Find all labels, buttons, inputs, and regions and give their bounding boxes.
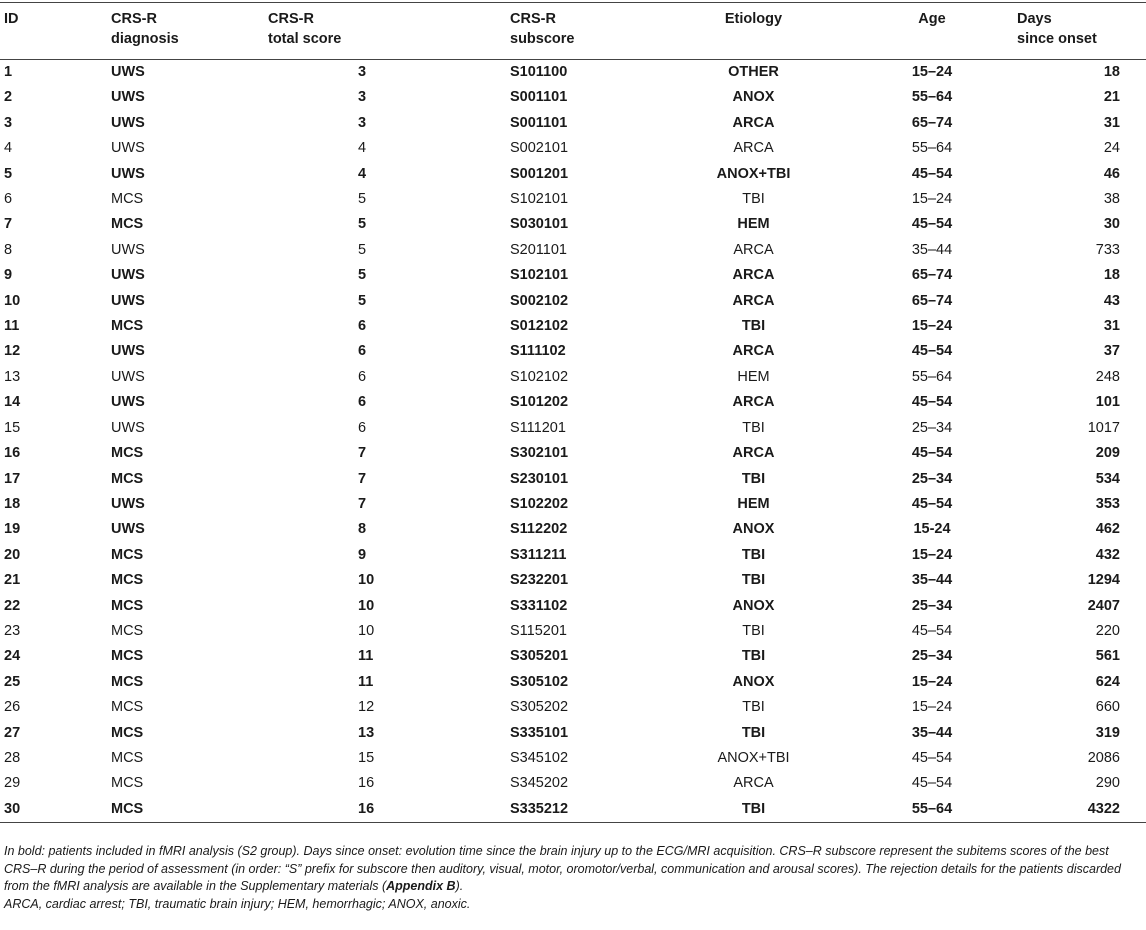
cell-diagnosis: UWS [111,267,145,284]
cell-id: 29 [4,775,21,792]
cell-subscore: S331102 [510,597,568,614]
table-row [0,492,1146,517]
header-days-line2: since onset [1017,31,1097,47]
cell-diagnosis: MCS [111,724,144,741]
table-row [0,670,1146,695]
cell-total-score: 5 [358,267,367,284]
cell-subscore: S102101 [510,191,569,208]
cell-id: 14 [4,394,21,411]
table-footnote [4,843,1140,913]
cell-age: 25–34 [911,419,953,436]
cell-diagnosis: MCS [111,216,144,233]
header-id: ID [0,3,111,60]
cell-id: 22 [4,597,21,614]
cell-etiology: HEM [737,495,770,512]
cell-etiology: ANOX [732,673,775,690]
cell-diagnosis: UWS [111,114,145,131]
cell-subscore: S111201 [510,419,566,436]
cell-etiology: TBI [741,546,766,563]
header-subscore [510,3,660,60]
cell-subscore: S345202 [510,775,569,792]
cell-days: 561 [1095,648,1120,665]
cell-diagnosis: UWS [111,521,145,538]
cell-id: 3 [4,114,13,131]
cell-total-score: 11 [358,673,374,690]
cell-age: 15–24 [911,191,953,208]
cell-id: 6 [4,191,13,208]
cell-id: 5 [4,165,13,182]
cell-age: 15-24 [913,521,951,538]
cell-age: 65–74 [911,292,953,309]
cell-id: 4 [4,140,13,157]
cell-subscore: S001101 [510,89,568,106]
table-row [0,568,1146,593]
table-row [0,111,1146,136]
cell-id: 23 [4,622,21,639]
cell-subscore: S002102 [510,292,569,309]
cell-days: 24 [1103,140,1120,157]
cell-etiology: ARCA [732,445,775,462]
cell-age: 15–24 [911,699,953,716]
cell-total-score: 6 [358,419,367,436]
cell-diagnosis: UWS [111,89,145,106]
cell-etiology: ARCA [732,267,775,284]
cell-days: 18 [1103,64,1120,80]
cell-days: 209 [1095,445,1120,462]
header-days [1017,3,1146,60]
cell-days: 18 [1103,267,1120,284]
cell-age: 55–64 [911,140,953,157]
table-row [0,746,1146,771]
cell-id: 24 [4,648,21,665]
cell-age: 65–74 [911,114,953,131]
table-body [0,60,1146,823]
cell-subscore: S102102 [510,368,569,385]
cell-age: 55–64 [847,797,1017,823]
cell-days: 290 [1095,775,1120,792]
cell-days: 319 [1095,724,1120,741]
cell-subscore: S335212 [510,797,660,823]
cell-subscore: S345102 [510,749,569,766]
header-diagnosis-line1: CRS-R [111,11,157,27]
cell-total-score: 3 [358,114,367,131]
cell-etiology: OTHER [728,64,779,80]
cell-days: 432 [1095,546,1120,563]
table-row [0,339,1146,364]
cell-diagnosis: UWS [111,140,145,157]
cell-age: 45–54 [911,394,953,411]
cell-diagnosis: MCS [111,648,144,665]
table-row [0,619,1146,644]
cell-diagnosis: UWS [111,495,145,512]
cell-total-score: 11 [358,648,374,665]
cell-total-score: 13 [358,724,375,741]
cell-total-score: 5 [358,216,367,233]
cell-etiology: TBI [741,572,766,589]
cell-days: 2407 [1087,597,1120,614]
cell-age: 45–54 [911,622,953,639]
header-row [0,3,1146,60]
cell-id: 20 [4,546,21,563]
cell-etiology: TBI [742,419,765,436]
cell-total-score: 4 [358,165,367,182]
cell-subscore: S102202 [510,495,569,512]
cell-days: 101 [1095,394,1120,411]
cell-total-score: 7 [358,495,367,512]
cell-total-score: 5 [358,292,367,309]
cell-etiology: ARCA [732,292,775,309]
cell-days: 38 [1103,191,1120,208]
table-row [0,695,1146,720]
cell-etiology: ARCA [733,140,774,157]
cell-id: 7 [4,216,13,233]
cell-id: 17 [4,470,21,487]
cell-diagnosis: MCS [111,470,144,487]
cell-days: 248 [1095,368,1120,385]
cell-days: 4322 [1017,797,1146,823]
table-row [0,441,1146,466]
cell-id: 27 [4,724,21,741]
cell-age: 45–54 [911,495,953,512]
cell-subscore: S115201 [510,622,567,639]
cell-subscore: S305201 [510,648,569,665]
cell-diagnosis: UWS [111,419,145,436]
cell-total-score: 8 [358,521,367,538]
cell-id: 9 [4,267,13,284]
cell-days: 660 [1095,699,1120,716]
cell-diagnosis: MCS [111,597,144,614]
table-row [0,467,1146,492]
cell-diagnosis: UWS [111,368,145,385]
cell-etiology: TBI [741,318,766,335]
cell-subscore: S012102 [510,318,569,335]
header-subscore-line1: CRS-R [510,11,556,27]
cell-etiology: ANOX+TBI [716,165,791,182]
cell-days: 2086 [1087,749,1120,766]
cell-days: 534 [1095,470,1120,487]
table-row [0,543,1146,568]
table-row [0,263,1146,288]
cell-age: 55–64 [911,89,953,106]
table-row [0,238,1146,263]
cell-etiology: ARCA [733,241,774,258]
footnote-appendix-ref: Appendix B [386,879,456,893]
cell-total-score: 6 [358,368,367,385]
cell-age: 25–34 [911,648,953,665]
cell-days: 220 [1095,622,1120,639]
cell-diagnosis: MCS [111,318,144,335]
cell-etiology: ANOX+TBI [717,749,790,766]
cell-total-score: 10 [358,572,375,589]
header-total-line1: CRS-R [268,11,314,27]
cell-total-score: 3 [358,89,367,106]
cell-subscore: S305102 [510,673,569,690]
cell-id: 2 [4,89,13,106]
table-row [0,60,1146,86]
table-row [0,85,1146,110]
cell-total-score: 6 [358,343,367,360]
cell-subscore: S002101 [510,140,569,157]
cell-age: 15–24 [911,64,953,80]
table-row [0,162,1146,187]
header-age: Age [847,3,1017,60]
cell-diagnosis: MCS [111,622,144,639]
cell-days: 462 [1095,521,1120,538]
cell-diagnosis: UWS [111,165,145,182]
cell-id: 18 [4,495,21,512]
cell-age: 35–44 [911,241,953,258]
cell-subscore: S201101 [510,241,567,258]
cell-age: 35–44 [911,572,953,589]
cell-total-score: 16 [268,797,510,823]
cell-etiology: ARCA [732,394,775,411]
cell-etiology: HEM [737,368,770,385]
cell-id: 30 [0,797,111,823]
header-etiology: Etiology [660,3,847,60]
footnote-text: In bold: patients included in fMRI analysis (S2 group). Days since onset: evolution time since the brain injury up to the ECG/MRI acquisition. CRS–R subscore represent the subitems scores of the best CRS–R during the period of assessment (in order: “S” prefix for subscore then auditory, visual, motor, oromotor/verbal, communication and arousal scores). The rejection details for the patients discarded from the fMRI analysis are available in the Supplementary materials ( [4,844,1121,893]
cell-diagnosis: UWS [111,292,145,309]
cell-etiology: TBI [742,191,765,208]
table-row [0,314,1146,339]
cell-diagnosis: UWS [111,343,145,360]
footnote-text-end: ). [455,879,464,893]
cell-subscore: S232201 [510,572,569,589]
table-header [0,3,1146,60]
cell-subscore: S302101 [510,445,569,462]
cell-etiology: ANOX [732,89,775,106]
cell-days: 1017 [1087,419,1120,436]
cell-age: 15–24 [911,546,953,563]
cell-diagnosis: MCS [111,775,144,792]
cell-id: 19 [4,521,21,538]
cell-age: 35–44 [911,724,953,741]
cell-diagnosis: MCS [111,191,144,208]
cell-id: 1 [4,64,13,80]
cell-id: 10 [4,292,21,309]
cell-subscore: S001201 [510,165,569,182]
cell-total-score: 10 [358,622,375,639]
cell-diagnosis: MCS [111,572,144,589]
cell-total-score: 7 [358,470,367,487]
cell-etiology: TBI [741,724,766,741]
cell-id: 28 [4,749,21,766]
cell-days: 31 [1103,114,1120,131]
footnote-line2: ARCA, cardiac arrest; TBI, traumatic brain injury; HEM, hemorrhagic; ANOX, anoxic. [4,896,471,911]
cell-etiology: ARCA [733,775,774,792]
cell-etiology: TBI [741,648,766,665]
cell-days: 46 [1103,165,1120,182]
cell-subscore: S230101 [510,470,569,487]
cell-etiology: ARCA [732,114,775,131]
cell-diagnosis: UWS [111,64,145,80]
cell-etiology: TBI [741,470,766,487]
cell-age: 45–54 [911,165,953,182]
cell-id: 25 [4,673,21,690]
table-row [0,212,1146,237]
table-row [0,289,1146,314]
cell-subscore: S311211 [510,546,567,563]
cell-subscore: S001101 [510,114,568,131]
table-row [0,797,1146,823]
cell-id: 21 [4,572,21,589]
header-diagnosis [111,3,268,60]
cell-age: 15–24 [911,318,953,335]
cell-total-score: 3 [358,64,367,80]
table-row [0,771,1146,796]
cell-age: 65–74 [911,267,953,284]
table-row [0,365,1146,390]
cell-id: 26 [4,699,21,716]
cell-age: 55–64 [911,368,953,385]
cell-total-score: 7 [358,445,367,462]
cell-age: 45–54 [911,343,953,360]
cell-days: 43 [1103,292,1120,309]
cell-id: 13 [4,368,21,385]
cell-days: 21 [1103,89,1120,106]
cell-id: 11 [4,318,20,335]
table-row [0,517,1146,542]
cell-id: 16 [4,445,21,462]
cell-subscore: S030101 [510,216,569,233]
cell-etiology: TBI [660,797,847,823]
cell-days: 37 [1103,343,1120,360]
cell-etiology: TBI [742,622,765,639]
cell-total-score: 4 [358,140,367,157]
cell-id: 15 [4,419,21,436]
cell-days: 1294 [1087,572,1120,589]
cell-total-score: 15 [358,749,375,766]
cell-subscore: S102101 [510,267,569,284]
cell-total-score: 5 [358,191,367,208]
cell-days: 733 [1095,241,1120,258]
table-row [0,721,1146,746]
cell-days: 31 [1103,318,1120,335]
cell-total-score: 10 [358,597,375,614]
cell-diagnosis: MCS [111,673,144,690]
cell-days: 624 [1095,673,1120,690]
cell-age: 45–54 [911,775,953,792]
cell-diagnosis: MCS [111,445,144,462]
cell-subscore: S101202 [510,394,569,411]
cell-age: 25–34 [911,470,953,487]
cell-total-score: 6 [358,318,367,335]
cell-subscore: S335101 [510,724,569,741]
cell-etiology: TBI [742,699,765,716]
header-diagnosis-line2: diagnosis [111,31,179,47]
table-row [0,187,1146,212]
cell-days: 30 [1103,216,1120,233]
cell-id: 8 [4,241,13,258]
cell-days: 353 [1095,495,1120,512]
table-row [0,416,1146,441]
header-subscore-line2: subscore [510,31,575,47]
cell-age: 45–54 [911,216,953,233]
cell-subscore: S111102 [510,343,566,360]
cell-subscore: S101100 [510,64,568,80]
cell-etiology: ARCA [732,343,775,360]
cell-age: 45–54 [911,749,953,766]
cell-subscore: S112202 [510,521,568,538]
cell-age: 25–34 [911,597,953,614]
cell-age: 15–24 [911,673,953,690]
table-row [0,644,1146,669]
cell-diagnosis: MCS [111,699,144,716]
cell-diagnosis: MCS [111,749,144,766]
cell-total-score: 16 [358,775,375,792]
table-row [0,136,1146,161]
header-total-line2: total score [268,31,342,47]
cell-etiology: ANOX [732,521,775,538]
header-total-score [268,3,510,60]
footnote-line1 [4,843,1140,896]
table-row [0,390,1146,415]
cell-diagnosis: UWS [111,394,145,411]
cell-diagnosis: MCS [111,546,144,563]
cell-total-score: 6 [358,394,367,411]
cell-total-score: 9 [358,546,367,563]
cell-total-score: 5 [358,241,367,258]
table-row [0,594,1146,619]
cell-total-score: 12 [358,699,375,716]
cell-diagnosis: UWS [111,241,145,258]
cell-diagnosis: MCS [111,797,268,823]
patient-table [0,2,1146,823]
cell-subscore: S305202 [510,699,569,716]
header-days-line1: Days [1017,11,1052,27]
cell-id: 12 [4,343,21,360]
cell-etiology: ANOX [732,597,775,614]
cell-etiology: HEM [737,216,770,233]
cell-age: 45–54 [911,445,953,462]
